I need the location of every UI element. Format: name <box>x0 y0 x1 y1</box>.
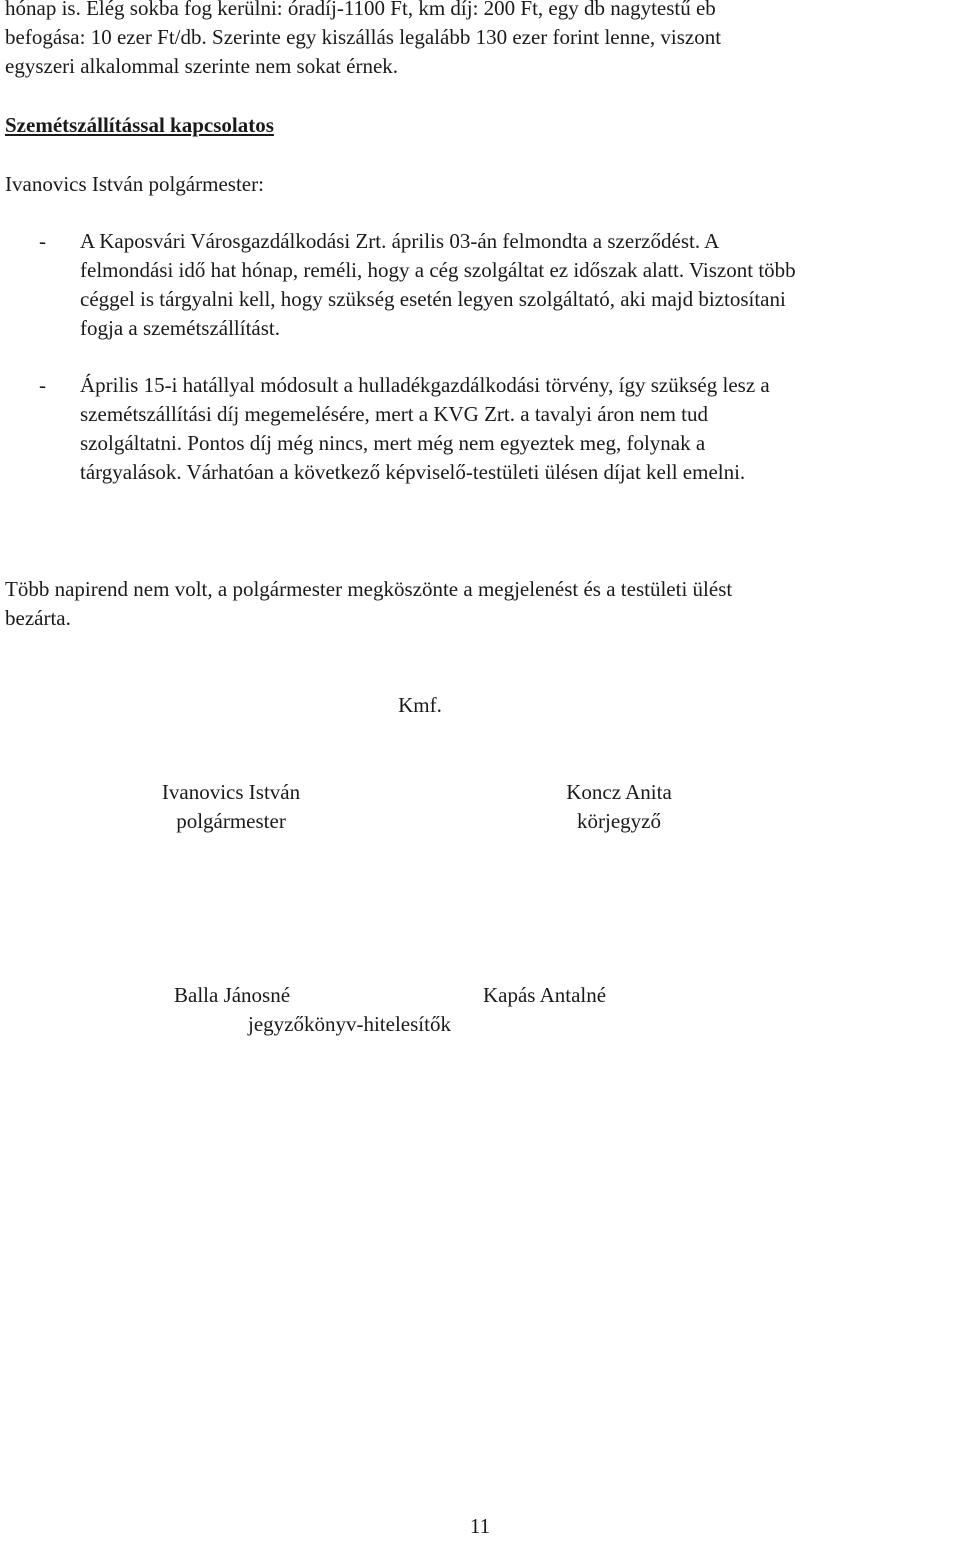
list-item-line: céggel is tárgyalni kell, hogy szükség esetén legyen szolgáltató, aki majd biztosítani <box>80 287 786 311</box>
notary-name: Koncz Anita <box>566 780 672 804</box>
kmf-label: Kmf. <box>398 693 442 717</box>
list-dash: - <box>39 229 46 253</box>
list-item-text <box>80 371 960 487</box>
authenticator-name-1: Balla Jánosné <box>174 983 291 1007</box>
mayor-signature <box>118 778 344 836</box>
mayor-name: Ivanovics István <box>161 780 301 804</box>
intro-line: hónap is. Elég sokba fog kerülni: óradíj-1100 Ft, km díj: 200 Ft, egy db nagytestű eb <box>5 0 716 20</box>
closing-line: Több napirend nem volt, a polgármester megköszönte a megjelenést és a testületi ülést <box>5 577 733 601</box>
list-item-text <box>80 227 960 343</box>
list-item-line: szolgáltatni. Pontos díj még nincs, mert még nem egyeztek meg, folynak a <box>80 431 706 455</box>
notary-title: körjegyző <box>577 809 661 833</box>
list-item-line: felmondási idő hat hónap, reméli, hogy a cég szolgáltat ez időszak alatt. Viszont több <box>80 258 796 282</box>
mayor-title: polgármester <box>176 809 286 833</box>
notary-signature <box>506 778 732 836</box>
list-item-line: szemétszállítási díj megemelésére, mert a KVG Zrt. a tavalyi áron nem tud <box>80 402 709 426</box>
page-number: 11 <box>469 1514 491 1538</box>
intro-paragraph <box>5 0 955 81</box>
list-item-line: Április 15-i hatállyal módosult a hulladékgazdálkodási törvény, így szükség lesz a <box>80 373 770 397</box>
closing-paragraph <box>5 575 955 633</box>
list-item-line: fogja a szemétszállítást. <box>80 316 281 340</box>
speaker-label: Ivanovics István polgármester: <box>5 172 264 196</box>
authenticator-name-2: Kapás Antalné <box>483 983 607 1007</box>
intro-line: befogása: 10 ezer Ft/db. Szerinte egy kiszállás legalább 130 ezer forint lenne, viszont <box>5 25 722 49</box>
list-item-line: A Kaposvári Városgazdálkodási Zrt. április 03-án felmondta a szerződést. A <box>80 229 720 253</box>
list-dash: - <box>39 373 46 397</box>
list-item-line: tárgyalások. Várhatóan a következő képviselő-testületi ülésen díjat kell emelni. <box>80 460 746 484</box>
intro-line: egyszeri alkalommal szerinte nem sokat érnek. <box>5 54 399 78</box>
authenticators-title: jegyzőkönyv-hitelesítők <box>248 1012 451 1036</box>
section-heading: Szemétszállítással kapcsolatos <box>5 113 274 137</box>
closing-line: bezárta. <box>5 606 71 630</box>
